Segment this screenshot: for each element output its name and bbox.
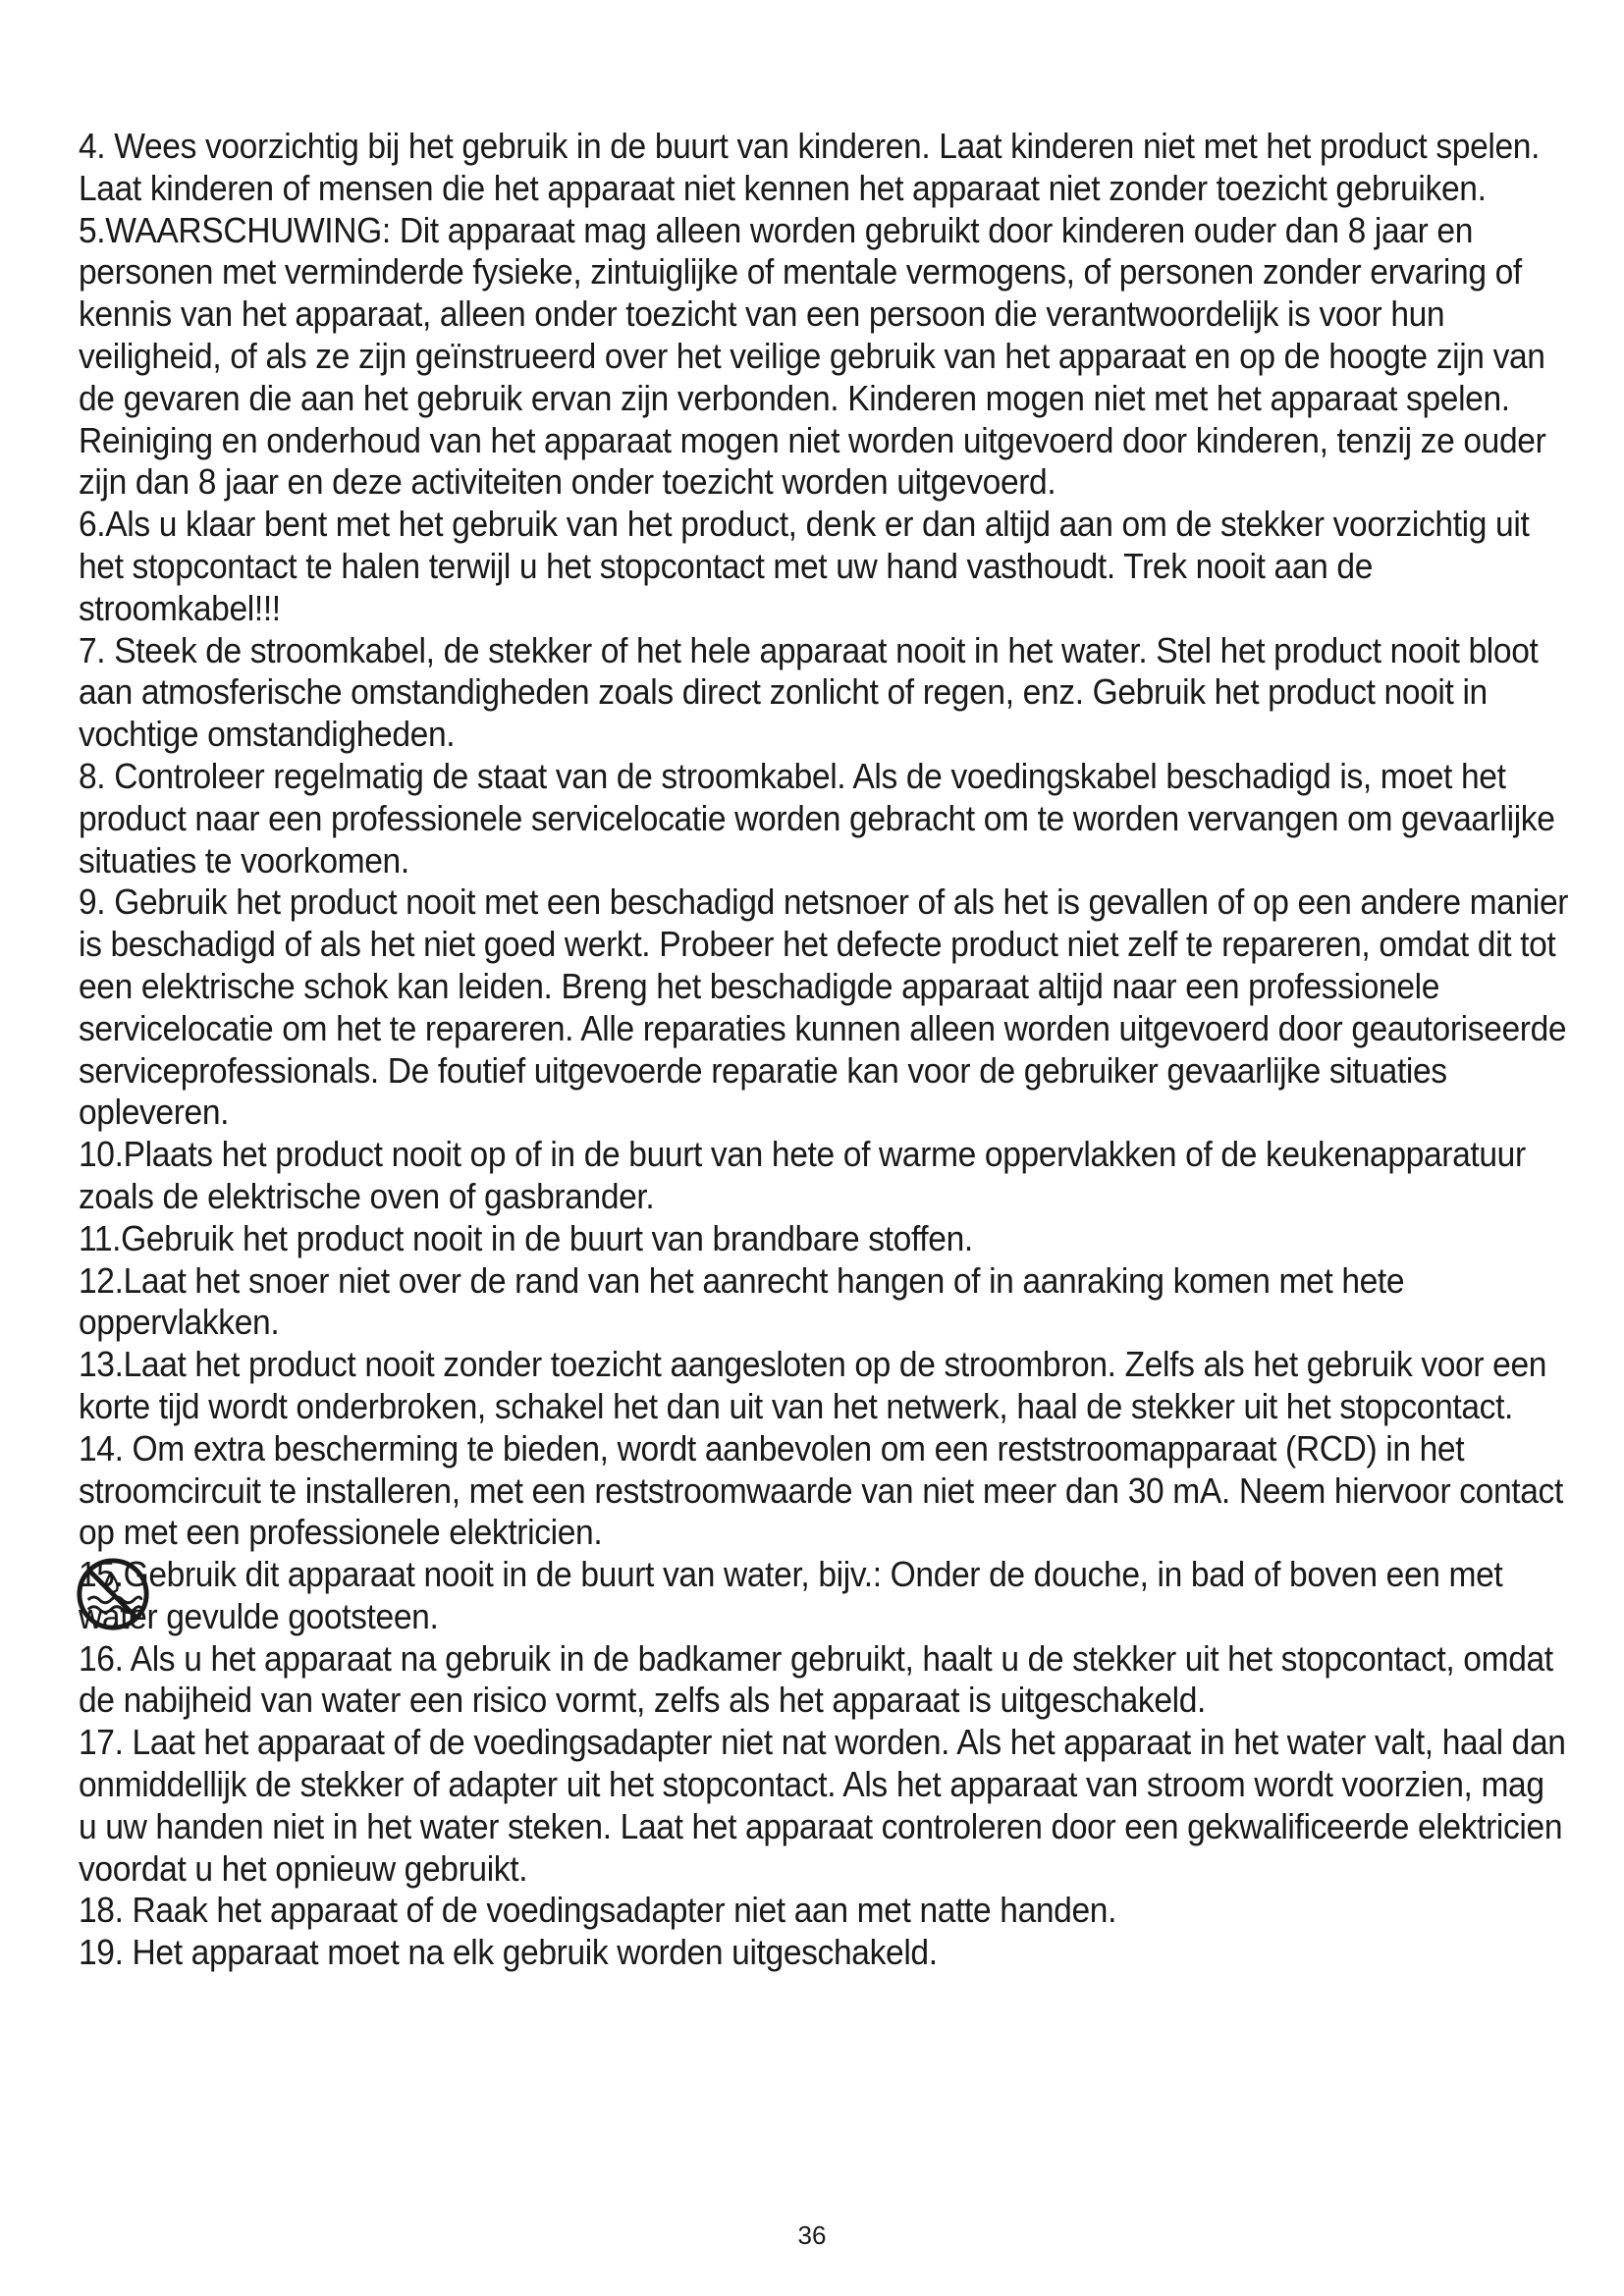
instruction-text: 12.Laat het snoer niet over de rand van het aanrecht hangen of in aanraking komen met hete oppervlakken. bbox=[79, 1259, 1405, 1343]
instructions-page bbox=[79, 126, 1571, 1974]
instruction-item-19 bbox=[79, 1932, 1571, 1974]
instruction-item-12 bbox=[79, 1260, 1571, 1345]
instruction-item-14 bbox=[79, 1428, 1571, 1554]
instruction-item-8 bbox=[79, 756, 1571, 881]
instruction-item-13 bbox=[79, 1344, 1571, 1428]
instruction-item-17 bbox=[79, 1722, 1571, 1890]
instruction-text: 8. Controleer regelmatig de staat van de stroomkabel. Als de voedingskabel beschadigd is, moet het product naar een professionele servicelocatie worden gebracht om te worden vervangen om gevaarlijke situaties te voorkomen. bbox=[79, 755, 1555, 881]
instruction-item-6 bbox=[79, 504, 1571, 629]
instruction-text: 17. Laat het apparaat of de voedingsadapter niet nat worden. Als het apparaat in het water valt, haal dan onmiddellijk de stekker of adapter uit het stopcontact. Als het apparaat van stroom wordt voorzien, mag u uw handen niet in het water steken. Laat het apparaat controleren door een gekwalificeerde elektricien voordat u het opnieuw gebruikt. bbox=[79, 1722, 1566, 1889]
instruction-text: 11.Gebruik het product nooit in de buurt van brandbare stoffen. bbox=[79, 1217, 973, 1258]
instruction-text: 5.WAARSCHUWING: Dit apparaat mag alleen worden gebruikt door kinderen ouder dan 8 jaar en personen met verminderde fysieke, zintuiglijke of mentale vermogens, of personen zonder ervaring of kennis van het apparaat, alleen onder toezicht van een persoon die verantwoordelijk is voor hun veiligheid, of als ze zijn geïnstrueerd over het veilige gebruik van het apparaat en op de hoogte zijn van de gevaren die aan het gebruik ervan zijn verbonden. Kinderen mogen niet met het apparaat spelen. Reiniging en onderhoud van het apparaat mogen niet worden uitgevoerd door kinderen, tenzij ze ouder zijn dan 8 jaar en deze activiteiten onder toezicht worden uitgevoerd. bbox=[79, 209, 1546, 503]
instruction-item-15 bbox=[79, 1554, 1571, 1638]
instruction-item-16 bbox=[79, 1638, 1571, 1723]
no-water-prohibition-icon bbox=[75, 1556, 151, 1632]
instruction-text: 16. Als u het apparaat na gebruik in de badkamer gebruikt, haalt u de stekker uit het stopcontact, omdat de nabijheid van water een risico vormt, zelfs als het apparaat is uitgeschakeld. bbox=[79, 1637, 1553, 1721]
instruction-text: 7. Steek de stroomkabel, de stekker of het hele apparaat nooit in het water. Stel het product nooit bloot aan atmosferische omstandigheden zoals direct zonlicht of regen, enz. Gebruik het product nooit in vochtige omstandigheden. bbox=[79, 629, 1539, 755]
page-number: 36 bbox=[797, 2220, 827, 2250]
instruction-item-18 bbox=[79, 1890, 1571, 1932]
instruction-text: 14. Om extra bescherming te bieden, wordt aanbevolen om een reststroomapparaat (RCD) in het stroomcircuit te installeren, met een reststroomwaarde van niet meer dan 30 mA. Neem hiervoor contact op met een professionele elektricien. bbox=[79, 1427, 1563, 1553]
instruction-text: 19. Het apparaat moet na elk gebruik worden uitgeschakeld. bbox=[79, 1932, 938, 1973]
instruction-text: 13.Laat het product nooit zonder toezicht aangesloten op de stroombron. Zelfs als het gebruik voor een korte tijd wordt onderbroken, schakel het dan uit van het netwerk, haal de stekker uit het stopcontact. bbox=[79, 1344, 1547, 1426]
instruction-item-7 bbox=[79, 630, 1571, 756]
instruction-text: 9. Gebruik het product nooit met een beschadigd netsnoer of als het is gevallen of op een andere manier is beschadigd of als het niet goed werkt. Probeer het defecte product niet zelf te repareren, omdat dit tot een elektrische schok kan leiden. Breng het beschadigde apparaat altijd naar een professionele servicelocatie om het te repareren. Alle reparaties kunnen alleen worden uitgevoerd door geautoriseerde serviceprofessionals. De foutief uitgevoerde reparatie kan voor de gebruiker gevaarlijke situaties opleveren. bbox=[79, 881, 1569, 1133]
instruction-item-9 bbox=[79, 881, 1571, 1134]
instruction-text: 18. Raak het apparaat of de voedingsadapter niet aan met natte handen. bbox=[79, 1890, 1117, 1931]
instruction-item-4 bbox=[79, 126, 1571, 210]
instruction-item-10 bbox=[79, 1134, 1571, 1218]
instruction-text: 15.Gebruik dit apparaat nooit in de buurt van water, bijv.: Onder de douche, in bad of boven een met water gevulde gootsteen. bbox=[79, 1554, 1503, 1636]
instruction-item-5 bbox=[79, 210, 1571, 505]
instruction-text: 4. Wees voorzichtig bij het gebruik in de buurt van kinderen. Laat kinderen niet met het product spelen. Laat kinderen of mensen die het apparaat niet kennen het apparaat niet zonder toezicht gebruiken. bbox=[79, 126, 1541, 208]
instruction-item-11 bbox=[79, 1218, 1571, 1260]
instruction-text: 6.Als u klaar bent met het gebruik van het product, denk er dan altijd aan om de stekker voorzichtig uit het stopcontact te halen terwijl u het stopcontact met uw hand vasthoudt. Trek nooit aan de stroomkabel!!! bbox=[79, 504, 1530, 628]
instruction-text: 10.Plaats het product nooit op of in de buurt van hete of warme oppervlakken of de keukenapparatuur zoals de elektrische oven of gasbrander. bbox=[79, 1134, 1526, 1216]
